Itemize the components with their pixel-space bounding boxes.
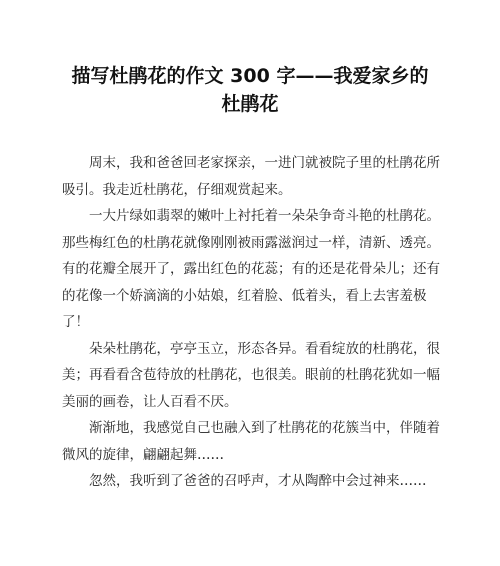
paragraph: 周末，我和爸爸回老家探亲，一进门就被院子里的杜鹃花所吸引。我走近杜鹃花，仔细观赏起来。 xyxy=(62,155,440,198)
paragraph: 渐渐地，我感觉自己也融入到了杜鹃花的花簇当中，伴随着微风的旋律，翩翩起舞…… xyxy=(62,420,440,463)
paragraph: 忽然，我听到了爸爸的召呼声，才从陶醉中会过神来…… xyxy=(89,473,427,489)
paragraph: 一大片绿如翡翠的嫩叶上衬托着一朵朵争奇斗艳的杜鹃花。那些梅红色的杜鹃花就像刚刚被雨露滋润过一样，清新、透亮。有的花瓣全展开了，露出红色的花蕊；有的还是花骨朵儿；还有的花像一个娇滴滴的小姑娘，红着脸、低着头，看上去害羞极了！ xyxy=(62,208,440,330)
paragraph: 朵朵杜鹃花，亭亭玉立，形态各异。看看绽放的杜鹃花，很美；再看看含苞待放的杜鹃花，也很美。眼前的杜鹃花犹如一幅美丽的画卷，让人百看不厌。 xyxy=(62,340,440,410)
title-line-1: 描写杜鹃花的作文 300 字——我爱家乡的 xyxy=(71,65,429,87)
document-title xyxy=(40,62,460,118)
document-body xyxy=(62,150,440,495)
title-line-2: 杜鹃花 xyxy=(221,93,279,115)
